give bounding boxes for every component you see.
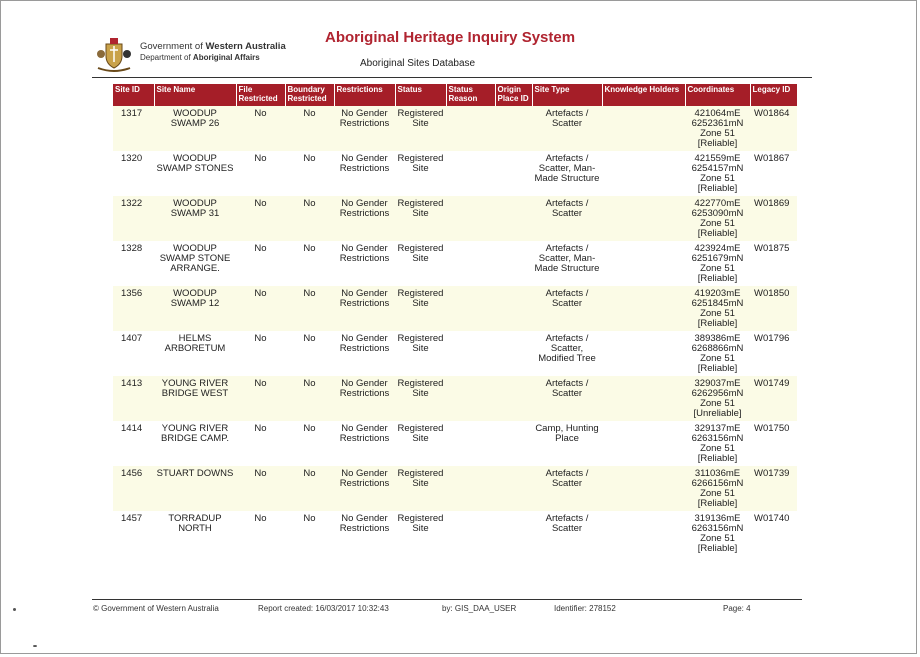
knowledge-holders-cell [602,511,685,556]
coordinates-cell: 421064mE 6252361mN Zone 51 [Reliable] [685,106,750,151]
column-header: Site Name [154,84,236,106]
status-cell: Registered Site [395,286,446,331]
coordinates-cell: 421559mE 6254157mN Zone 51 [Reliable] [685,151,750,196]
boundary-restricted-cell: No [285,286,334,331]
column-header: Status [395,84,446,106]
knowledge-holders-cell [602,196,685,241]
status-reason-cell [446,106,495,151]
boundary-restricted-cell: No [285,421,334,466]
restrictions-cell: No Gender Restrictions [334,241,395,286]
status-reason-cell [446,421,495,466]
site-name-cell: YOUNG RIVER BRIDGE WEST [154,376,236,421]
footer-user: by: GIS_DAA_USER [442,604,517,613]
coat-of-arms-logo [96,36,132,74]
site-id-cell: 1407 [113,331,154,376]
origin-place-id-cell [495,106,532,151]
legacy-id-cell: W01867 [750,151,797,196]
site-type-cell: Artefacts / Scatter [532,196,602,241]
status-cell: Registered Site [395,331,446,376]
table-row [113,466,797,511]
legacy-id-cell: W01750 [750,421,797,466]
status-reason-cell [446,466,495,511]
coordinates-cell: 329037mE 6262956mN Zone 51 [Unreliable] [685,376,750,421]
column-header: Knowledge Holders [602,84,685,106]
column-header: Legacy ID [750,84,797,106]
site-id-cell: 1414 [113,421,154,466]
origin-place-id-cell [495,286,532,331]
restrictions-cell: No Gender Restrictions [334,196,395,241]
status-cell: Registered Site [395,511,446,556]
origin-place-id-cell [495,466,532,511]
site-name-cell: STUART DOWNS [154,466,236,511]
boundary-restricted-cell: No [285,196,334,241]
site-type-cell: Artefacts / Scatter [532,106,602,151]
site-id-cell: 1356 [113,286,154,331]
status-reason-cell [446,511,495,556]
coordinates-cell: 389386mE 6268866mN Zone 51 [Reliable] [685,331,750,376]
column-header: Status Reason [446,84,495,106]
government-header [140,41,286,63]
knowledge-holders-cell [602,151,685,196]
site-name-cell: WOODUP SWAMP 31 [154,196,236,241]
file-restricted-cell: No [236,241,285,286]
site-type-cell: Artefacts / Scatter [532,466,602,511]
site-id-cell: 1457 [113,511,154,556]
restrictions-cell: No Gender Restrictions [334,106,395,151]
site-type-cell: Artefacts / Scatter [532,376,602,421]
legacy-id-cell: W01749 [750,376,797,421]
report-subtitle: Aboriginal Sites Database [360,58,476,69]
knowledge-holders-cell [602,286,685,331]
status-reason-cell [446,241,495,286]
table-row [113,106,797,151]
status-cell: Registered Site [395,421,446,466]
status-reason-cell [446,196,495,241]
restrictions-cell: No Gender Restrictions [334,511,395,556]
footer-identifier: Identifier: 278152 [554,604,616,613]
knowledge-holders-cell [602,106,685,151]
column-header: Site Type [532,84,602,106]
government-prefix: Government of [140,41,206,52]
site-type-cell: Camp, Hunting Place [532,421,602,466]
site-name-cell: WOODUP SWAMP STONE ARRANGE. [154,241,236,286]
footer-page-number: Page: 4 [723,604,751,613]
table-row [113,421,797,466]
site-name-cell: TORRADUP NORTH [154,511,236,556]
column-header: Site ID [113,84,154,106]
site-name-cell: YOUNG RIVER BRIDGE CAMP. [154,421,236,466]
site-id-cell: 1413 [113,376,154,421]
header-divider [92,77,812,78]
table-header-row [113,84,797,106]
restrictions-cell: No Gender Restrictions [334,466,395,511]
restrictions-cell: No Gender Restrictions [334,151,395,196]
legacy-id-cell: W01796 [750,331,797,376]
origin-place-id-cell [495,511,532,556]
boundary-restricted-cell: No [285,466,334,511]
department-prefix: Department of [140,53,193,62]
status-cell: Registered Site [395,376,446,421]
knowledge-holders-cell [602,421,685,466]
file-restricted-cell: No [236,421,285,466]
file-restricted-cell: No [236,151,285,196]
boundary-restricted-cell: No [285,376,334,421]
status-cell: Registered Site [395,466,446,511]
coordinates-cell: 311036mE 6266156mN Zone 51 [Reliable] [685,466,750,511]
status-reason-cell [446,151,495,196]
status-cell: Registered Site [395,106,446,151]
government-name: Western Australia [205,41,286,52]
table-row [113,511,797,556]
scan-speck [13,608,16,611]
status-reason-cell [446,286,495,331]
site-name-cell: HELMS ARBORETUM [154,331,236,376]
site-type-cell: Artefacts / Scatter [532,511,602,556]
boundary-restricted-cell: No [285,511,334,556]
origin-place-id-cell [495,376,532,421]
boundary-restricted-cell: No [285,331,334,376]
site-id-cell: 1317 [113,106,154,151]
footer-copyright: © Government of Western Australia [93,604,219,613]
status-cell: Registered Site [395,151,446,196]
file-restricted-cell: No [236,376,285,421]
coordinates-cell: 422770mE 6253090mN Zone 51 [Reliable] [685,196,750,241]
file-restricted-cell: No [236,286,285,331]
footer-divider [92,599,802,600]
sites-table [113,84,798,556]
site-type-cell: Artefacts / Scatter [532,286,602,331]
site-type-cell: Artefacts / Scatter, Man-Made Structure [532,151,602,196]
origin-place-id-cell [495,241,532,286]
file-restricted-cell: No [236,466,285,511]
knowledge-holders-cell [602,466,685,511]
boundary-restricted-cell: No [285,151,334,196]
footer-report-created: Report created: 16/03/2017 10:32:43 [258,604,389,613]
knowledge-holders-cell [602,241,685,286]
origin-place-id-cell [495,151,532,196]
site-name-cell: WOODUP SWAMP 12 [154,286,236,331]
column-header: Restrictions [334,84,395,106]
table-row [113,286,797,331]
coordinates-cell: 423924mE 6251679mN Zone 51 [Reliable] [685,241,750,286]
status-cell: Registered Site [395,196,446,241]
restrictions-cell: No Gender Restrictions [334,331,395,376]
department-name: Aboriginal Affairs [192,53,260,62]
file-restricted-cell: No [236,106,285,151]
site-id-cell: 1320 [113,151,154,196]
site-id-cell: 1456 [113,466,154,511]
coordinates-cell: 319136mE 6263156mN Zone 51 [Reliable] [685,511,750,556]
table-row [113,151,797,196]
legacy-id-cell: W01739 [750,466,797,511]
boundary-restricted-cell: No [285,106,334,151]
file-restricted-cell: No [236,331,285,376]
origin-place-id-cell [495,421,532,466]
legacy-id-cell: W01869 [750,196,797,241]
site-type-cell: Artefacts / Scatter, Modified Tree [532,331,602,376]
table-row [113,376,797,421]
boundary-restricted-cell: No [285,241,334,286]
origin-place-id-cell [495,331,532,376]
column-header: File Restricted [236,84,285,106]
coordinates-cell: 419203mE 6251845mN Zone 51 [Reliable] [685,286,750,331]
site-id-cell: 1328 [113,241,154,286]
table-row [113,331,797,376]
site-name-cell: WOODUP SWAMP 26 [154,106,236,151]
site-type-cell: Artefacts / Scatter, Man-Made Structure [532,241,602,286]
file-restricted-cell: No [236,511,285,556]
column-header: Coordinates [685,84,750,106]
status-cell: Registered Site [395,241,446,286]
legacy-id-cell: W01875 [750,241,797,286]
column-header: Boundary Restricted [285,84,334,106]
legacy-id-cell: W01850 [750,286,797,331]
scan-speck [33,645,37,647]
file-restricted-cell: No [236,196,285,241]
restrictions-cell: No Gender Restrictions [334,376,395,421]
knowledge-holders-cell [602,376,685,421]
status-reason-cell [446,376,495,421]
legacy-id-cell: W01740 [750,511,797,556]
site-id-cell: 1322 [113,196,154,241]
table-row [113,196,797,241]
restrictions-cell: No Gender Restrictions [334,421,395,466]
legacy-id-cell: W01864 [750,106,797,151]
restrictions-cell: No Gender Restrictions [334,286,395,331]
table-row [113,241,797,286]
report-title: Aboriginal Heritage Inquiry System [325,29,576,46]
origin-place-id-cell [495,196,532,241]
status-reason-cell [446,331,495,376]
column-header: Origin Place ID [495,84,532,106]
site-name-cell: WOODUP SWAMP STONES [154,151,236,196]
knowledge-holders-cell [602,331,685,376]
coordinates-cell: 329137mE 6263156mN Zone 51 [Reliable] [685,421,750,466]
